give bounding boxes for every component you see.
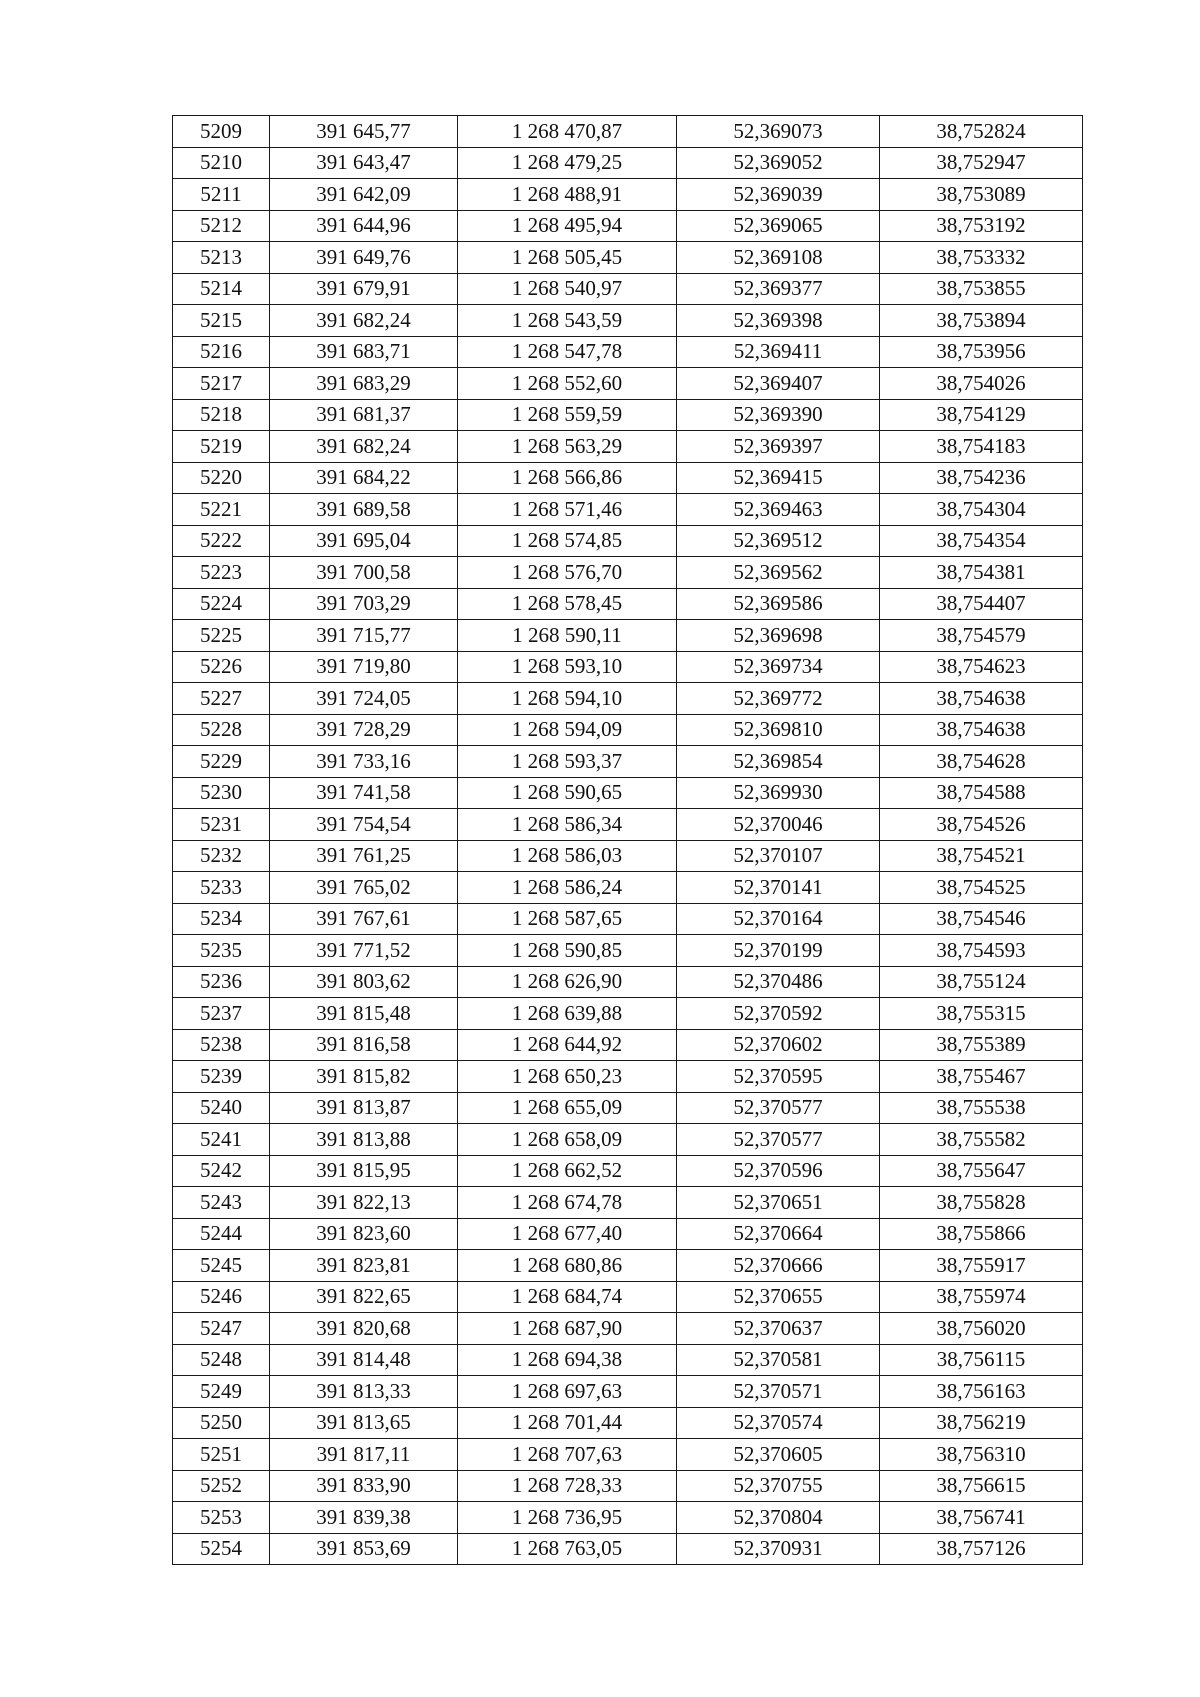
- point-number-cell: 5250: [173, 1407, 270, 1439]
- y-coordinate-cell: 1 268 559,59: [458, 399, 677, 431]
- longitude-cell: 38,757126: [880, 1533, 1083, 1565]
- y-coordinate-cell: 1 268 594,09: [458, 714, 677, 746]
- point-number-cell: 5211: [173, 179, 270, 211]
- longitude-cell: 38,753089: [880, 179, 1083, 211]
- x-coordinate-cell: 391 715,77: [270, 620, 458, 652]
- y-coordinate-cell: 1 268 639,88: [458, 998, 677, 1030]
- y-coordinate-cell: 1 268 576,70: [458, 557, 677, 589]
- latitude-cell: 52,370577: [677, 1092, 880, 1124]
- longitude-cell: 38,755582: [880, 1124, 1083, 1156]
- latitude-cell: 52,369930: [677, 777, 880, 809]
- latitude-cell: 52,370666: [677, 1250, 880, 1282]
- y-coordinate-cell: 1 268 593,10: [458, 651, 677, 683]
- x-coordinate-cell: 391 761,25: [270, 840, 458, 872]
- table-row: [173, 620, 1083, 652]
- y-coordinate-cell: 1 268 586,03: [458, 840, 677, 872]
- table-row: [173, 1502, 1083, 1534]
- latitude-cell: 52,370596: [677, 1155, 880, 1187]
- point-number-cell: 5236: [173, 966, 270, 998]
- table-row: [173, 1281, 1083, 1313]
- x-coordinate-cell: 391 689,58: [270, 494, 458, 526]
- longitude-cell: 38,753894: [880, 305, 1083, 337]
- x-coordinate-cell: 391 645,77: [270, 116, 458, 148]
- y-coordinate-cell: 1 268 736,95: [458, 1502, 677, 1534]
- table-row: [173, 336, 1083, 368]
- y-coordinate-cell: 1 268 707,63: [458, 1439, 677, 1471]
- longitude-cell: 38,755538: [880, 1092, 1083, 1124]
- latitude-cell: 52,370755: [677, 1470, 880, 1502]
- point-number-cell: 5245: [173, 1250, 270, 1282]
- point-number-cell: 5242: [173, 1155, 270, 1187]
- table-row: [173, 840, 1083, 872]
- y-coordinate-cell: 1 268 574,85: [458, 525, 677, 557]
- x-coordinate-cell: 391 683,29: [270, 368, 458, 400]
- longitude-cell: 38,754638: [880, 683, 1083, 715]
- longitude-cell: 38,754526: [880, 809, 1083, 841]
- x-coordinate-cell: 391 820,68: [270, 1313, 458, 1345]
- point-number-cell: 5224: [173, 588, 270, 620]
- y-coordinate-cell: 1 268 479,25: [458, 147, 677, 179]
- latitude-cell: 52,369772: [677, 683, 880, 715]
- longitude-cell: 38,755124: [880, 966, 1083, 998]
- latitude-cell: 52,370577: [677, 1124, 880, 1156]
- x-coordinate-cell: 391 803,62: [270, 966, 458, 998]
- latitude-cell: 52,370571: [677, 1376, 880, 1408]
- point-number-cell: 5221: [173, 494, 270, 526]
- y-coordinate-cell: 1 268 662,52: [458, 1155, 677, 1187]
- latitude-cell: 52,369463: [677, 494, 880, 526]
- point-number-cell: 5210: [173, 147, 270, 179]
- coordinates-table-body: [173, 116, 1083, 1565]
- point-number-cell: 5247: [173, 1313, 270, 1345]
- longitude-cell: 38,755315: [880, 998, 1083, 1030]
- table-row: [173, 1533, 1083, 1565]
- latitude-cell: 52,370574: [677, 1407, 880, 1439]
- longitude-cell: 38,755389: [880, 1029, 1083, 1061]
- x-coordinate-cell: 391 833,90: [270, 1470, 458, 1502]
- x-coordinate-cell: 391 649,76: [270, 242, 458, 274]
- longitude-cell: 38,754407: [880, 588, 1083, 620]
- latitude-cell: 52,370141: [677, 872, 880, 904]
- latitude-cell: 52,369411: [677, 336, 880, 368]
- y-coordinate-cell: 1 268 644,92: [458, 1029, 677, 1061]
- longitude-cell: 38,754628: [880, 746, 1083, 778]
- latitude-cell: 52,369397: [677, 431, 880, 463]
- longitude-cell: 38,754525: [880, 872, 1083, 904]
- table-row: [173, 998, 1083, 1030]
- table-row: [173, 494, 1083, 526]
- x-coordinate-cell: 391 771,52: [270, 935, 458, 967]
- point-number-cell: 5226: [173, 651, 270, 683]
- x-coordinate-cell: 391 815,82: [270, 1061, 458, 1093]
- table-row: [173, 116, 1083, 148]
- x-coordinate-cell: 391 741,58: [270, 777, 458, 809]
- latitude-cell: 52,369734: [677, 651, 880, 683]
- x-coordinate-cell: 391 703,29: [270, 588, 458, 620]
- point-number-cell: 5235: [173, 935, 270, 967]
- latitude-cell: 52,369039: [677, 179, 880, 211]
- longitude-cell: 38,755866: [880, 1218, 1083, 1250]
- x-coordinate-cell: 391 765,02: [270, 872, 458, 904]
- longitude-cell: 38,755917: [880, 1250, 1083, 1282]
- point-number-cell: 5232: [173, 840, 270, 872]
- x-coordinate-cell: 391 643,47: [270, 147, 458, 179]
- x-coordinate-cell: 391 813,33: [270, 1376, 458, 1408]
- y-coordinate-cell: 1 268 488,91: [458, 179, 677, 211]
- point-number-cell: 5213: [173, 242, 270, 274]
- longitude-cell: 38,754236: [880, 462, 1083, 494]
- table-row: [173, 935, 1083, 967]
- x-coordinate-cell: 391 695,04: [270, 525, 458, 557]
- x-coordinate-cell: 391 724,05: [270, 683, 458, 715]
- latitude-cell: 52,370664: [677, 1218, 880, 1250]
- point-number-cell: 5249: [173, 1376, 270, 1408]
- y-coordinate-cell: 1 268 586,24: [458, 872, 677, 904]
- table-row: [173, 966, 1083, 998]
- latitude-cell: 52,370107: [677, 840, 880, 872]
- table-row: [173, 1155, 1083, 1187]
- table-row: [173, 1061, 1083, 1093]
- table-row: [173, 305, 1083, 337]
- y-coordinate-cell: 1 268 505,45: [458, 242, 677, 274]
- latitude-cell: 52,370605: [677, 1439, 880, 1471]
- table-row: [173, 147, 1083, 179]
- latitude-cell: 52,369810: [677, 714, 880, 746]
- longitude-cell: 38,754593: [880, 935, 1083, 967]
- table-row: [173, 242, 1083, 274]
- y-coordinate-cell: 1 268 680,86: [458, 1250, 677, 1282]
- y-coordinate-cell: 1 268 578,45: [458, 588, 677, 620]
- y-coordinate-cell: 1 268 547,78: [458, 336, 677, 368]
- y-coordinate-cell: 1 268 590,85: [458, 935, 677, 967]
- longitude-cell: 38,754623: [880, 651, 1083, 683]
- x-coordinate-cell: 391 815,95: [270, 1155, 458, 1187]
- latitude-cell: 52,370592: [677, 998, 880, 1030]
- point-number-cell: 5219: [173, 431, 270, 463]
- longitude-cell: 38,755974: [880, 1281, 1083, 1313]
- latitude-cell: 52,369377: [677, 273, 880, 305]
- latitude-cell: 52,370637: [677, 1313, 880, 1345]
- table-row: [173, 903, 1083, 935]
- table-row: [173, 273, 1083, 305]
- x-coordinate-cell: 391 816,58: [270, 1029, 458, 1061]
- longitude-cell: 38,754354: [880, 525, 1083, 557]
- y-coordinate-cell: 1 268 674,78: [458, 1187, 677, 1219]
- latitude-cell: 52,369854: [677, 746, 880, 778]
- latitude-cell: 52,369065: [677, 210, 880, 242]
- latitude-cell: 52,369415: [677, 462, 880, 494]
- y-coordinate-cell: 1 268 590,11: [458, 620, 677, 652]
- y-coordinate-cell: 1 268 587,65: [458, 903, 677, 935]
- longitude-cell: 38,754579: [880, 620, 1083, 652]
- table-row: [173, 1029, 1083, 1061]
- latitude-cell: 52,369108: [677, 242, 880, 274]
- latitude-cell: 52,369390: [677, 399, 880, 431]
- y-coordinate-cell: 1 268 590,65: [458, 777, 677, 809]
- table-row: [173, 1407, 1083, 1439]
- y-coordinate-cell: 1 268 495,94: [458, 210, 677, 242]
- table-row: [173, 777, 1083, 809]
- point-number-cell: 5233: [173, 872, 270, 904]
- point-number-cell: 5229: [173, 746, 270, 778]
- latitude-cell: 52,369398: [677, 305, 880, 337]
- y-coordinate-cell: 1 268 594,10: [458, 683, 677, 715]
- longitude-cell: 38,754638: [880, 714, 1083, 746]
- latitude-cell: 52,370486: [677, 966, 880, 998]
- y-coordinate-cell: 1 268 563,29: [458, 431, 677, 463]
- point-number-cell: 5239: [173, 1061, 270, 1093]
- latitude-cell: 52,370595: [677, 1061, 880, 1093]
- x-coordinate-cell: 391 728,29: [270, 714, 458, 746]
- latitude-cell: 52,369586: [677, 588, 880, 620]
- longitude-cell: 38,756615: [880, 1470, 1083, 1502]
- point-number-cell: 5220: [173, 462, 270, 494]
- y-coordinate-cell: 1 268 697,63: [458, 1376, 677, 1408]
- point-number-cell: 5240: [173, 1092, 270, 1124]
- latitude-cell: 52,369698: [677, 620, 880, 652]
- point-number-cell: 5209: [173, 116, 270, 148]
- latitude-cell: 52,370602: [677, 1029, 880, 1061]
- x-coordinate-cell: 391 767,61: [270, 903, 458, 935]
- point-number-cell: 5223: [173, 557, 270, 589]
- y-coordinate-cell: 1 268 571,46: [458, 494, 677, 526]
- latitude-cell: 52,370804: [677, 1502, 880, 1534]
- table-row: [173, 399, 1083, 431]
- longitude-cell: 38,756115: [880, 1344, 1083, 1376]
- table-row: [173, 1376, 1083, 1408]
- y-coordinate-cell: 1 268 655,09: [458, 1092, 677, 1124]
- longitude-cell: 38,753855: [880, 273, 1083, 305]
- x-coordinate-cell: 391 733,16: [270, 746, 458, 778]
- longitude-cell: 38,756219: [880, 1407, 1083, 1439]
- latitude-cell: 52,370164: [677, 903, 880, 935]
- table-row: [173, 462, 1083, 494]
- x-coordinate-cell: 391 719,80: [270, 651, 458, 683]
- table-row: [173, 1313, 1083, 1345]
- longitude-cell: 38,754588: [880, 777, 1083, 809]
- x-coordinate-cell: 391 823,60: [270, 1218, 458, 1250]
- x-coordinate-cell: 391 682,24: [270, 305, 458, 337]
- y-coordinate-cell: 1 268 470,87: [458, 116, 677, 148]
- latitude-cell: 52,369512: [677, 525, 880, 557]
- longitude-cell: 38,755647: [880, 1155, 1083, 1187]
- longitude-cell: 38,752947: [880, 147, 1083, 179]
- point-number-cell: 5228: [173, 714, 270, 746]
- point-number-cell: 5225: [173, 620, 270, 652]
- longitude-cell: 38,756020: [880, 1313, 1083, 1345]
- latitude-cell: 52,369052: [677, 147, 880, 179]
- x-coordinate-cell: 391 813,88: [270, 1124, 458, 1156]
- x-coordinate-cell: 391 815,48: [270, 998, 458, 1030]
- table-row: [173, 588, 1083, 620]
- point-number-cell: 5253: [173, 1502, 270, 1534]
- y-coordinate-cell: 1 268 586,34: [458, 809, 677, 841]
- longitude-cell: 38,754129: [880, 399, 1083, 431]
- y-coordinate-cell: 1 268 684,74: [458, 1281, 677, 1313]
- point-number-cell: 5214: [173, 273, 270, 305]
- table-row: [173, 1344, 1083, 1376]
- longitude-cell: 38,754381: [880, 557, 1083, 589]
- point-number-cell: 5243: [173, 1187, 270, 1219]
- x-coordinate-cell: 391 817,11: [270, 1439, 458, 1471]
- y-coordinate-cell: 1 268 728,33: [458, 1470, 677, 1502]
- longitude-cell: 38,756163: [880, 1376, 1083, 1408]
- table-row: [173, 557, 1083, 589]
- latitude-cell: 52,370931: [677, 1533, 880, 1565]
- point-number-cell: 5246: [173, 1281, 270, 1313]
- x-coordinate-cell: 391 642,09: [270, 179, 458, 211]
- point-number-cell: 5238: [173, 1029, 270, 1061]
- point-number-cell: 5231: [173, 809, 270, 841]
- x-coordinate-cell: 391 814,48: [270, 1344, 458, 1376]
- x-coordinate-cell: 391 684,22: [270, 462, 458, 494]
- y-coordinate-cell: 1 268 552,60: [458, 368, 677, 400]
- table-row: [173, 651, 1083, 683]
- y-coordinate-cell: 1 268 677,40: [458, 1218, 677, 1250]
- longitude-cell: 38,754026: [880, 368, 1083, 400]
- point-number-cell: 5251: [173, 1439, 270, 1471]
- table-row: [173, 1187, 1083, 1219]
- table-row: [173, 1218, 1083, 1250]
- latitude-cell: 52,369073: [677, 116, 880, 148]
- longitude-cell: 38,753956: [880, 336, 1083, 368]
- table-row: [173, 179, 1083, 211]
- point-number-cell: 5254: [173, 1533, 270, 1565]
- table-row: [173, 872, 1083, 904]
- table-row: [173, 1124, 1083, 1156]
- table-row: [173, 431, 1083, 463]
- longitude-cell: 38,754304: [880, 494, 1083, 526]
- table-row: [173, 683, 1083, 715]
- x-coordinate-cell: 391 823,81: [270, 1250, 458, 1282]
- y-coordinate-cell: 1 268 566,86: [458, 462, 677, 494]
- longitude-cell: 38,756741: [880, 1502, 1083, 1534]
- longitude-cell: 38,754521: [880, 840, 1083, 872]
- longitude-cell: 38,753332: [880, 242, 1083, 274]
- y-coordinate-cell: 1 268 763,05: [458, 1533, 677, 1565]
- latitude-cell: 52,369562: [677, 557, 880, 589]
- x-coordinate-cell: 391 853,69: [270, 1533, 458, 1565]
- y-coordinate-cell: 1 268 687,90: [458, 1313, 677, 1345]
- point-number-cell: 5222: [173, 525, 270, 557]
- point-number-cell: 5227: [173, 683, 270, 715]
- point-number-cell: 5216: [173, 336, 270, 368]
- point-number-cell: 5215: [173, 305, 270, 337]
- point-number-cell: 5241: [173, 1124, 270, 1156]
- y-coordinate-cell: 1 268 540,97: [458, 273, 677, 305]
- latitude-cell: 52,370581: [677, 1344, 880, 1376]
- y-coordinate-cell: 1 268 650,23: [458, 1061, 677, 1093]
- point-number-cell: 5212: [173, 210, 270, 242]
- point-number-cell: 5234: [173, 903, 270, 935]
- x-coordinate-cell: 391 822,13: [270, 1187, 458, 1219]
- x-coordinate-cell: 391 813,65: [270, 1407, 458, 1439]
- table-row: [173, 1092, 1083, 1124]
- y-coordinate-cell: 1 268 658,09: [458, 1124, 677, 1156]
- latitude-cell: 52,370199: [677, 935, 880, 967]
- longitude-cell: 38,752824: [880, 116, 1083, 148]
- longitude-cell: 38,754546: [880, 903, 1083, 935]
- x-coordinate-cell: 391 839,38: [270, 1502, 458, 1534]
- x-coordinate-cell: 391 644,96: [270, 210, 458, 242]
- table-row: [173, 1250, 1083, 1282]
- latitude-cell: 52,370651: [677, 1187, 880, 1219]
- coordinates-table: [172, 115, 1083, 1565]
- y-coordinate-cell: 1 268 543,59: [458, 305, 677, 337]
- point-number-cell: 5217: [173, 368, 270, 400]
- table-row: [173, 525, 1083, 557]
- table-row: [173, 714, 1083, 746]
- y-coordinate-cell: 1 268 701,44: [458, 1407, 677, 1439]
- x-coordinate-cell: 391 683,71: [270, 336, 458, 368]
- table-row: [173, 1470, 1083, 1502]
- y-coordinate-cell: 1 268 626,90: [458, 966, 677, 998]
- y-coordinate-cell: 1 268 593,37: [458, 746, 677, 778]
- longitude-cell: 38,756310: [880, 1439, 1083, 1471]
- longitude-cell: 38,753192: [880, 210, 1083, 242]
- longitude-cell: 38,754183: [880, 431, 1083, 463]
- table-row: [173, 809, 1083, 841]
- x-coordinate-cell: 391 681,37: [270, 399, 458, 431]
- x-coordinate-cell: 391 682,24: [270, 431, 458, 463]
- point-number-cell: 5230: [173, 777, 270, 809]
- latitude-cell: 52,370046: [677, 809, 880, 841]
- point-number-cell: 5248: [173, 1344, 270, 1376]
- longitude-cell: 38,755467: [880, 1061, 1083, 1093]
- x-coordinate-cell: 391 679,91: [270, 273, 458, 305]
- x-coordinate-cell: 391 700,58: [270, 557, 458, 589]
- y-coordinate-cell: 1 268 694,38: [458, 1344, 677, 1376]
- table-row: [173, 1439, 1083, 1471]
- x-coordinate-cell: 391 813,87: [270, 1092, 458, 1124]
- table-row: [173, 368, 1083, 400]
- table-row: [173, 210, 1083, 242]
- point-number-cell: 5244: [173, 1218, 270, 1250]
- longitude-cell: 38,755828: [880, 1187, 1083, 1219]
- latitude-cell: 52,370655: [677, 1281, 880, 1313]
- point-number-cell: 5252: [173, 1470, 270, 1502]
- latitude-cell: 52,369407: [677, 368, 880, 400]
- x-coordinate-cell: 391 822,65: [270, 1281, 458, 1313]
- x-coordinate-cell: 391 754,54: [270, 809, 458, 841]
- point-number-cell: 5218: [173, 399, 270, 431]
- table-row: [173, 746, 1083, 778]
- point-number-cell: 5237: [173, 998, 270, 1030]
